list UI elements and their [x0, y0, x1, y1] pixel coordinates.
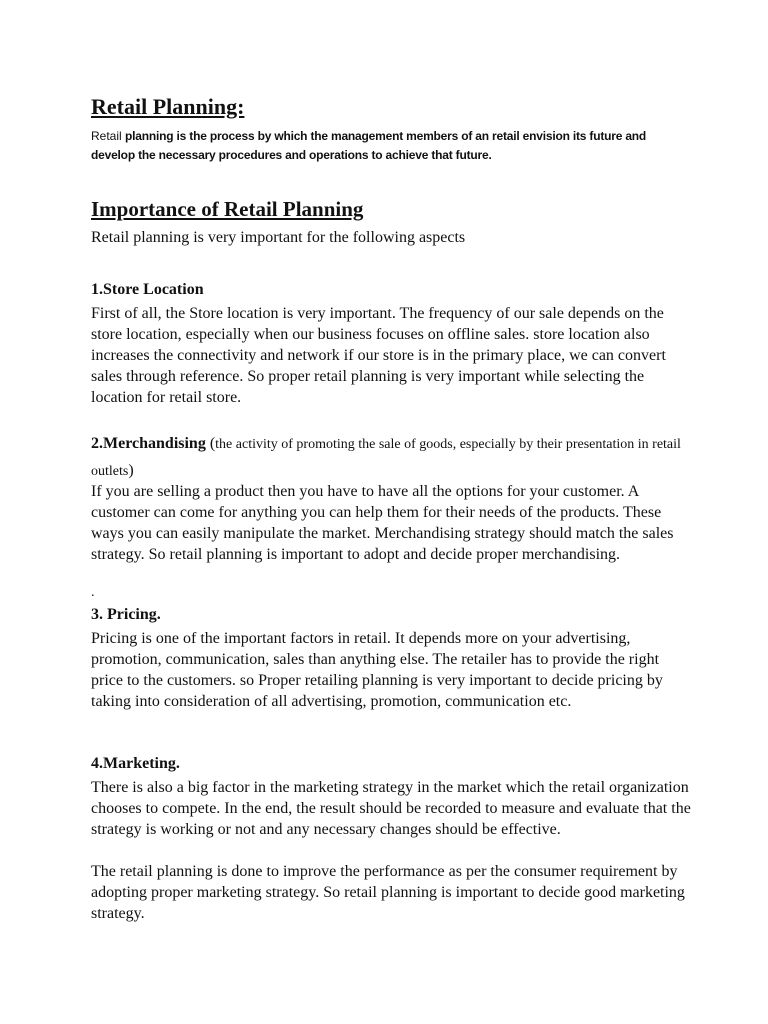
section-body-marketing-2: The retail planning is done to improve the performance as per the consumer requirement by adopting proper marketing strategy. So retail planning is important to decide good marketing strategy.: [91, 863, 685, 922]
section-body-merchandising: If you are selling a product then you have to have all the options for your customer. A customer can come for anything you can help them for their needs of the products. These ways you can easily manipulate the market. Merchandising strategy should match the sales strategy. So retail planning is important to adopt and decide proper merchandising.: [91, 483, 674, 563]
merchandising-definition: the activity of promoting the sale of goods, especially by their presentation in retail outlets: [91, 437, 681, 479]
paren-open: (: [209, 435, 216, 452]
importance-text: Retail planning is very important for the following aspects: [91, 229, 466, 246]
section-body-marketing: There is also a big factor in the marketing strategy in the market which the retail organization chooses to compete. In the end, the result should be recorded to measure and evaluate that the strategy is working or not and any necessary changes should be effective.: [91, 779, 691, 838]
trailing-dot: .: [91, 585, 95, 600]
paren-close: ): [128, 462, 134, 479]
section-heading-pricing: 3. Pricing.: [91, 606, 161, 623]
section-body-pricing: Pricing is one of the important factors in retail. It depends more on your advertising, promotion, communication, sales than anything else. The retailer has to provide the right price to the customers. so Proper retailing planning is very important to decide pricing by taking into consideration of all advertising, promotion, communication etc.: [91, 630, 663, 710]
section-body-store-location: First of all, the Store location is very important. The frequency of our sale depends on the store location, especially when our business focuses on offline sales. store location also increases the connectivity and network if our store is in the primary place, we can convert sales through reference. So proper retail planning is very important while selecting the location for retail store.: [91, 305, 666, 406]
intro-text: planning is the process by which the management members of an retail envision its future and develop the necessary procedures and operations to achieve that future.: [91, 129, 647, 162]
section-heading-marketing: 4.Marketing.: [91, 755, 180, 772]
importance-heading: Importance of Retail Planning: [91, 197, 364, 221]
document-title: Retail Planning:: [91, 94, 245, 119]
intro-paragraph: [91, 127, 691, 165]
merchandising-heading-text: 2.Merchandising: [91, 435, 210, 452]
section-heading-merchandising: [91, 431, 691, 485]
intro-lead: Retail: [91, 129, 126, 143]
section-heading-store-location: 1.Store Location: [91, 281, 204, 298]
